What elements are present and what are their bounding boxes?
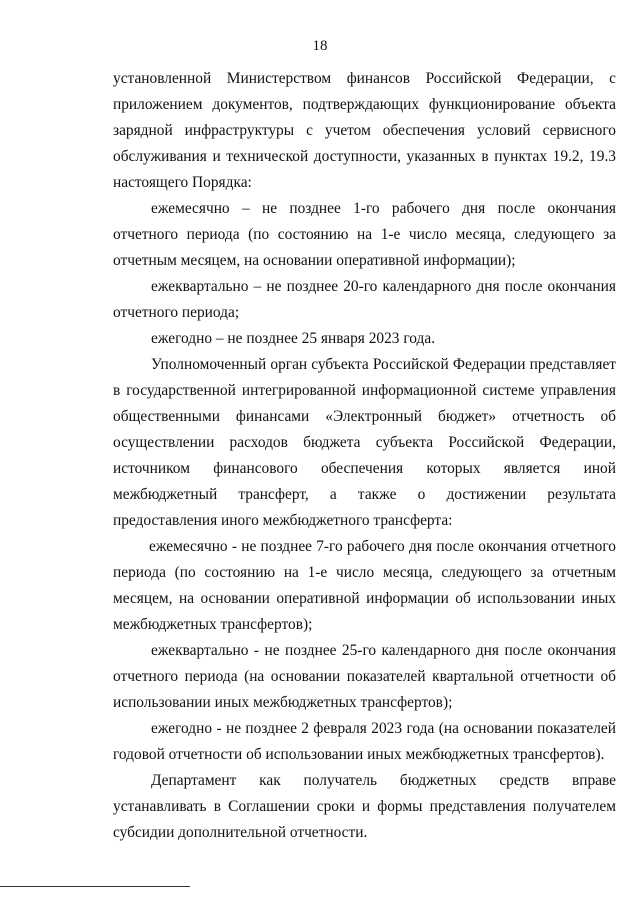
paragraph-quarterly-deadline: ежеквартально – не позднее 20-го календарного дня после окончания отчетного периода; xyxy=(113,278,616,321)
paragraph-annual-deadline: ежегодно – не позднее 25 января 2023 года. xyxy=(151,330,436,347)
paragraph-quarterly-report: ежеквартально - не позднее 25-го календарного дня после окончания отчетного периода (на основании показателей квартальной отчетности об использовании иных межбюджетных трансфертов); xyxy=(113,642,616,711)
paragraph-annual-report: ежегодно - не позднее 2 февраля 2023 года (на основании показателей годовой отчетности об использовании иных межбюджетных трансфертов). xyxy=(113,720,616,763)
page-number: 18 xyxy=(312,38,328,54)
document-body xyxy=(113,66,616,846)
footer-divider xyxy=(0,886,190,887)
paragraph-department: Департамент как получатель бюджетных средств вправе устанавливать в Соглашении сроки и формы представления получателем субсидии дополнительной отчетности. xyxy=(113,772,616,841)
paragraph-monthly-deadline: ежемесячно – не позднее 1-го рабочего дня после окончания отчетного периода (по состоянию на 1-е число месяца, следующего за отчетным месяцем, на основании оперативной информации); xyxy=(113,200,616,269)
paragraph-monthly-report: ежемесячно - не позднее 7-го рабочего дня после окончания отчетного периода (по состоянию на 1-е число месяца, следующего за отчетным месяцем, на основании оперативной информации об использовании иных межбюджетных трансфертов); xyxy=(113,538,616,633)
paragraph-continuation: установленной Министерством финансов Российской Федерации, с приложением документов, подтверждающих функционирование объекта зарядной инфраструктуры с учетом обеспечения условий сервисного обслуживания и технической доступности, указанных в пунктах 19.2, 19.3 настоящего Порядка: xyxy=(113,70,616,191)
paragraph-authorized-body: Уполномоченный орган субъекта Российской Федерации представляет в государственной интегрированной информационной системе управления общественными финансами «Электронный бюджет» отчетность об осуществлении расходов бюджета субъекта Российской Федерации, источником финансового обеспечения которых является иной межбюджетный трансферт, а также о достижении результата предоставления иного межбюджетного трансферта: xyxy=(113,356,616,529)
